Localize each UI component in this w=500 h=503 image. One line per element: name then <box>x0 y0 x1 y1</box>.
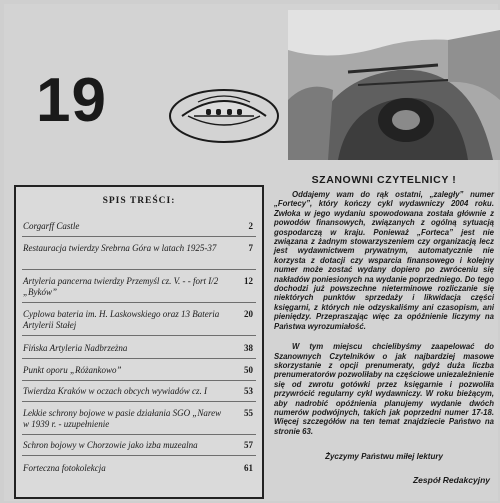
toc-item-page: 53 <box>244 386 253 396</box>
toc-item-page: 55 <box>244 408 253 418</box>
cover-photo <box>288 10 500 160</box>
issue-number: 19 <box>36 66 107 135</box>
toc-item[interactable] <box>23 440 255 451</box>
toc-item-page: 38 <box>244 343 253 353</box>
fortification-emblem-icon <box>168 82 280 144</box>
toc-item-title: Cyplowa bateria im. H. Laskowskiego oraz 13 Bateria Artylerii Stałej <box>23 309 220 330</box>
editorial-signature: Zespół Redakcyjny <box>412 475 490 486</box>
toc-divider <box>22 269 256 270</box>
toc-divider <box>22 455 256 456</box>
armored-casemate-illustration <box>288 10 500 160</box>
toc-item-page: 50 <box>244 365 253 375</box>
toc-item[interactable] <box>23 365 255 376</box>
toc-divider <box>22 380 256 381</box>
toc-item-page: 12 <box>244 276 253 286</box>
toc-item[interactable] <box>23 276 255 298</box>
editorial-closing: Życzymy Państwu miłej lektury <box>325 452 443 462</box>
toc-item-title: Artyleria pancerna twierdzy Przemyśl cz. V. - - fort I/2 „Byków” <box>23 276 219 297</box>
toc-item-page: 20 <box>244 309 253 319</box>
toc-divider <box>22 236 256 237</box>
toc-item-page: 2 <box>248 221 253 231</box>
magazine-page <box>4 4 498 501</box>
toc-item-title: Forteczna fotokolekcja <box>23 463 106 473</box>
editorial-letter <box>274 170 494 485</box>
toc-divider <box>22 434 256 435</box>
toc-divider <box>22 401 256 402</box>
toc-item-title: Corgarff Castle <box>23 221 80 231</box>
toc-item-page: 57 <box>244 440 253 450</box>
toc-item-title: Lekkie schrony bojowe w pasie działania SGO „Narew w 1939 r. - uzupełnienie <box>23 408 222 429</box>
toc-item-title: Twierdza Kraków w oczach obcych wywiadów cz. I <box>23 386 207 396</box>
toc-item[interactable] <box>23 221 255 232</box>
toc-item[interactable] <box>23 463 255 474</box>
toc-item[interactable] <box>23 408 255 430</box>
toc-item[interactable] <box>23 343 255 354</box>
editorial-title: SZANOWNI CZYTELNICY ! <box>311 174 457 186</box>
toc-item-title: Schron bojowy w Chorzowie jako izba muzealna <box>23 440 198 450</box>
toc-divider <box>22 302 256 303</box>
toc-item-title: Punkt oporu „Różankowo” <box>23 365 122 375</box>
toc-title: SPIS TREŚCI: <box>102 196 176 206</box>
toc-item-title: Restauracja twierdzy Srebrna Góra w latach 1925-37 <box>23 243 217 253</box>
table-of-contents <box>14 185 264 499</box>
toc-divider <box>22 335 256 336</box>
editorial-paragraph: Oddajemy wam do rąk ostatni, „zaległy” numer „Fortecy”, który kończy cykl wydawniczy 2004 roku. Zwłoka w jego wydaniu spowodowana została głównie z powodów finansowych, związanych z ogólną sytuacją gospodarczą w kraju. Ponieważ „Forteca” jest nie związana z żadnym stowarzyszeniem czy organizacją lecz jest wydawnictwem prywatnym, automatycznie nie korzysta z dotacji czy wsparcia finansowego i kolejny numer może zostać wydany dopiero po zwróceniu się nakładów poniesionych na wydanie poprzedniego. Do tego dochodzi już powszechne nieterminowe rozliczanie się niektórych punktów sprzedaży i likwidacja części księgarni, z których nie odzyskaliśmy ani czasopism, ani pieniędzy. Przepraszając więc za opóźnienie liczymy na Państwa wyrozumiałość. <box>274 190 494 331</box>
editorial-paragraph: W tym miejscu chcielibyśmy zaapelować do Szanownych Czytelników o jak najbardziej masowe skorzystanie z opcji prenumeraty, gdyż duża liczba prenumeratorów pozwoliłaby na częściowe uniezależnienie się od zwrotu gotówki przez księgarnie i pozwoliła przywrócić regularny cykl wydawniczy. W roku bieżącym, aby nadrobić opóźnienia planujemy wydanie dwóch numerów podwójnych, takich jak poprzedni numer 17-18. Więcej szczegółów na ten temat znajdziecie Państwo na stronie 63. <box>274 342 494 436</box>
toc-divider <box>22 358 256 359</box>
toc-item[interactable] <box>23 243 255 254</box>
toc-item-page: 61 <box>244 463 253 473</box>
toc-item-title: Fińska Artyleria Nadbrzeżna <box>23 343 128 353</box>
toc-item[interactable] <box>23 386 255 397</box>
toc-item-page: 7 <box>248 243 253 253</box>
toc-item[interactable] <box>23 309 255 331</box>
